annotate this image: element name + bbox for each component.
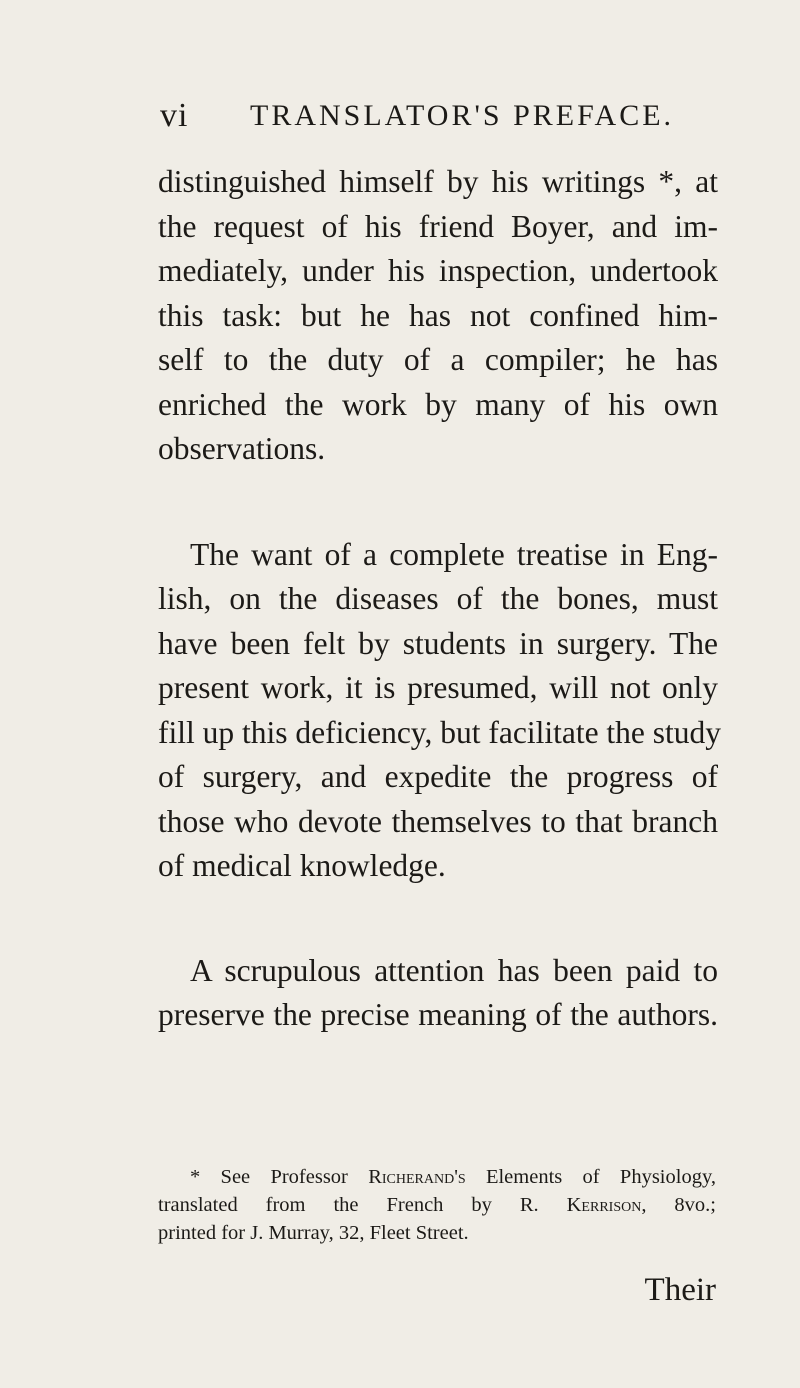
footnote-line bbox=[158, 1163, 716, 1191]
paragraph-spacer bbox=[158, 889, 718, 949]
paragraph-3 bbox=[158, 949, 718, 1038]
footnote bbox=[158, 1163, 716, 1247]
catchword: Their bbox=[644, 1272, 716, 1308]
text-line: lish, on the diseases of the bones, must bbox=[158, 581, 718, 616]
text-line: present work, it is presumed, will not only bbox=[158, 670, 718, 705]
page-number: vi bbox=[160, 97, 189, 134]
footnote-text: 8vo.; bbox=[674, 1194, 716, 1216]
text-line: the request of his friend Boyer, and im- bbox=[158, 208, 718, 244]
footnote-line: printed for J. Murray, 32, Fleet Street. bbox=[158, 1222, 469, 1244]
text-line: A scrupulous attention has been paid to bbox=[190, 952, 718, 988]
footnote-line bbox=[158, 1191, 716, 1219]
text-line: preserve the precise meaning of the authors. bbox=[158, 997, 718, 1032]
text-line: enriched the work by many of his own bbox=[158, 386, 718, 422]
text-line: mediately, under his inspection, undertook bbox=[158, 253, 718, 288]
main-text bbox=[158, 160, 722, 1038]
text-line: of surgery, and expedite the progress of bbox=[158, 759, 718, 794]
text-line: fill up this deficiency, but facilitate the study bbox=[158, 714, 722, 750]
paragraph-2 bbox=[158, 533, 722, 889]
footnote-author: Richerand's bbox=[368, 1166, 466, 1188]
text-line: this task: but he has not confined him- bbox=[158, 297, 718, 333]
footnote-text: * See Professor bbox=[190, 1166, 348, 1188]
text-line: observations. bbox=[158, 431, 326, 466]
text-line: The want of a complete treatise in Eng- bbox=[190, 536, 718, 572]
paragraph-spacer bbox=[158, 472, 718, 533]
paragraph-1 bbox=[158, 160, 718, 472]
text-line: those who devote themselves to that branch bbox=[158, 803, 718, 839]
footnote-text: translated from the French by R. bbox=[158, 1194, 539, 1216]
text-line: self to the duty of a compiler; he has bbox=[158, 342, 718, 377]
footnote-text: Elements of Physiology, bbox=[485, 1166, 716, 1188]
running-title: TRANSLATOR'S PREFACE. bbox=[250, 99, 675, 132]
text-line: distinguished himself by his writings *, at bbox=[158, 164, 718, 199]
page-header bbox=[160, 96, 720, 136]
text-line: of medical knowledge. bbox=[158, 848, 446, 883]
text-line: have been felt by students in surgery. The bbox=[158, 625, 718, 661]
footnote-translator: Kerrison, bbox=[566, 1194, 647, 1216]
